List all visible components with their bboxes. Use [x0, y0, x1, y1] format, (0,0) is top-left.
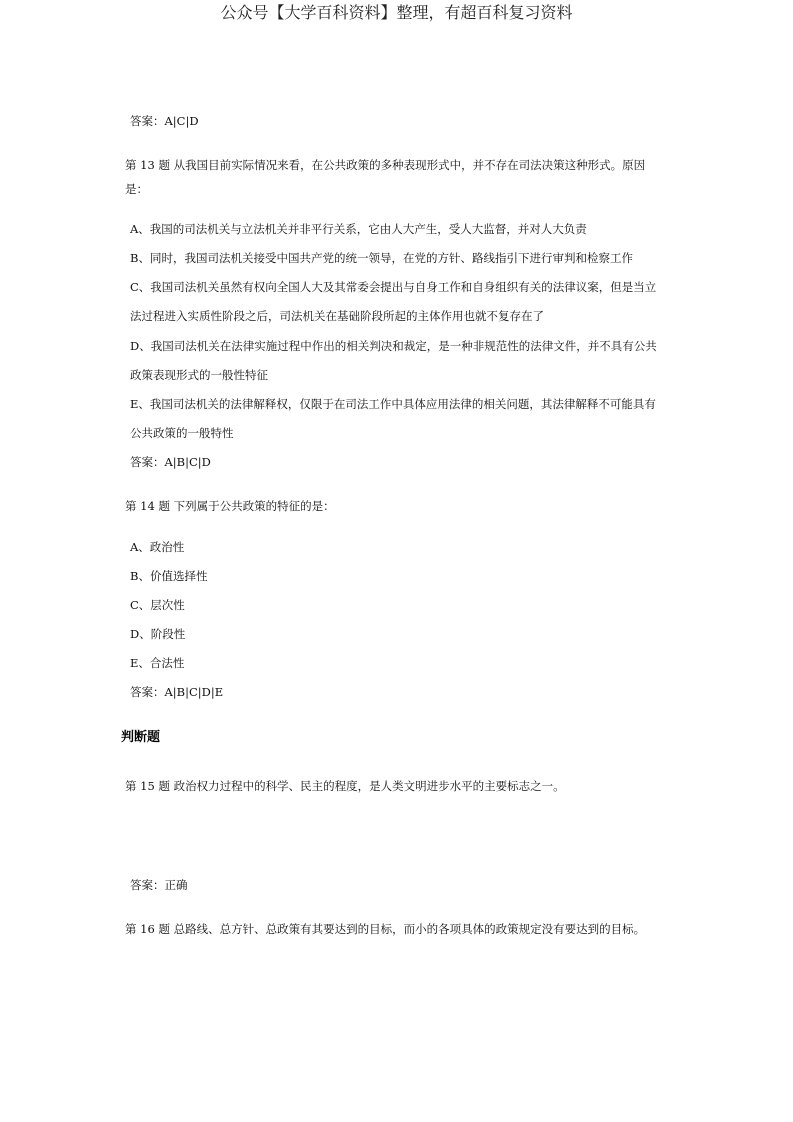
q14-option-a: A、政治性: [130, 540, 185, 554]
q14-option-b: B、价值选择性: [130, 569, 208, 583]
q16-stem: 第 16 题 总路线、总方针、总政策有其要达到的目标，而小的各项具体的政策规定没有要达到的目标。: [125, 922, 646, 936]
q14-option-d: D、阶段性: [130, 627, 186, 641]
q13-option-d-line2: 政策表现形式的一般性特征: [130, 368, 268, 382]
q14-stem: 第 14 题 下列属于公共政策的特征的是：: [125, 499, 335, 513]
q12-answer: 答案：A|C|D: [130, 114, 199, 128]
q13-option-a: A、我国的司法机关与立法机关并非平行关系，它由人大产生，受人大监督，并对人大负责: [130, 222, 587, 236]
section-title-true-false: 判断题: [121, 730, 161, 745]
q13-stem-line2: 是：: [125, 182, 148, 196]
page-header: 公众号【大学百科资料】整理，有超百科复习资料: [220, 3, 573, 22]
q13-option-d-line1: D、我国司法机关在法律实施过程中作出的相关判决和裁定，是一种非规范性的法律文件，并不具有公共: [130, 339, 657, 353]
q14-answer: 答案：A|B|C|D|E: [130, 685, 224, 699]
q14-option-e: E、合法性: [130, 656, 185, 670]
q14-option-c: C、层次性: [130, 598, 185, 612]
q13-option-c-line2: 法过程进入实质性阶段之后，司法机关在基础阶段所起的主体作用也就不复存在了: [130, 309, 544, 323]
q13-option-e-line2: 公共政策的一般特性: [130, 426, 234, 440]
q13-option-c-line1: C、我国司法机关虽然有权向全国人大及其常委会提出与自身工作和自身组织有关的法律议案，但是当立: [130, 280, 657, 294]
q13-answer: 答案：A|B|C|D: [130, 455, 211, 469]
q15-stem: 第 15 题 政治权力过程中的科学、民主的程度，是人类文明进步水平的主要标志之一。: [125, 779, 565, 793]
q13-option-e-line1: E、我国司法机关的法律解释权，仅限于在司法工作中具体应用法律的相关问题，其法律解释不可能具有: [130, 397, 656, 411]
q15-answer: 答案：正确: [130, 878, 188, 892]
q13-option-b: B、同时，我国司法机关接受中国共产党的统一领导，在党的方针、路线指引下进行审判和检察工作: [130, 251, 633, 265]
q13-stem-line1: 第 13 题 从我国目前实际情况来看，在公共政策的多种表现形式中，并不存在司法决策这种形式。原因: [125, 158, 646, 172]
